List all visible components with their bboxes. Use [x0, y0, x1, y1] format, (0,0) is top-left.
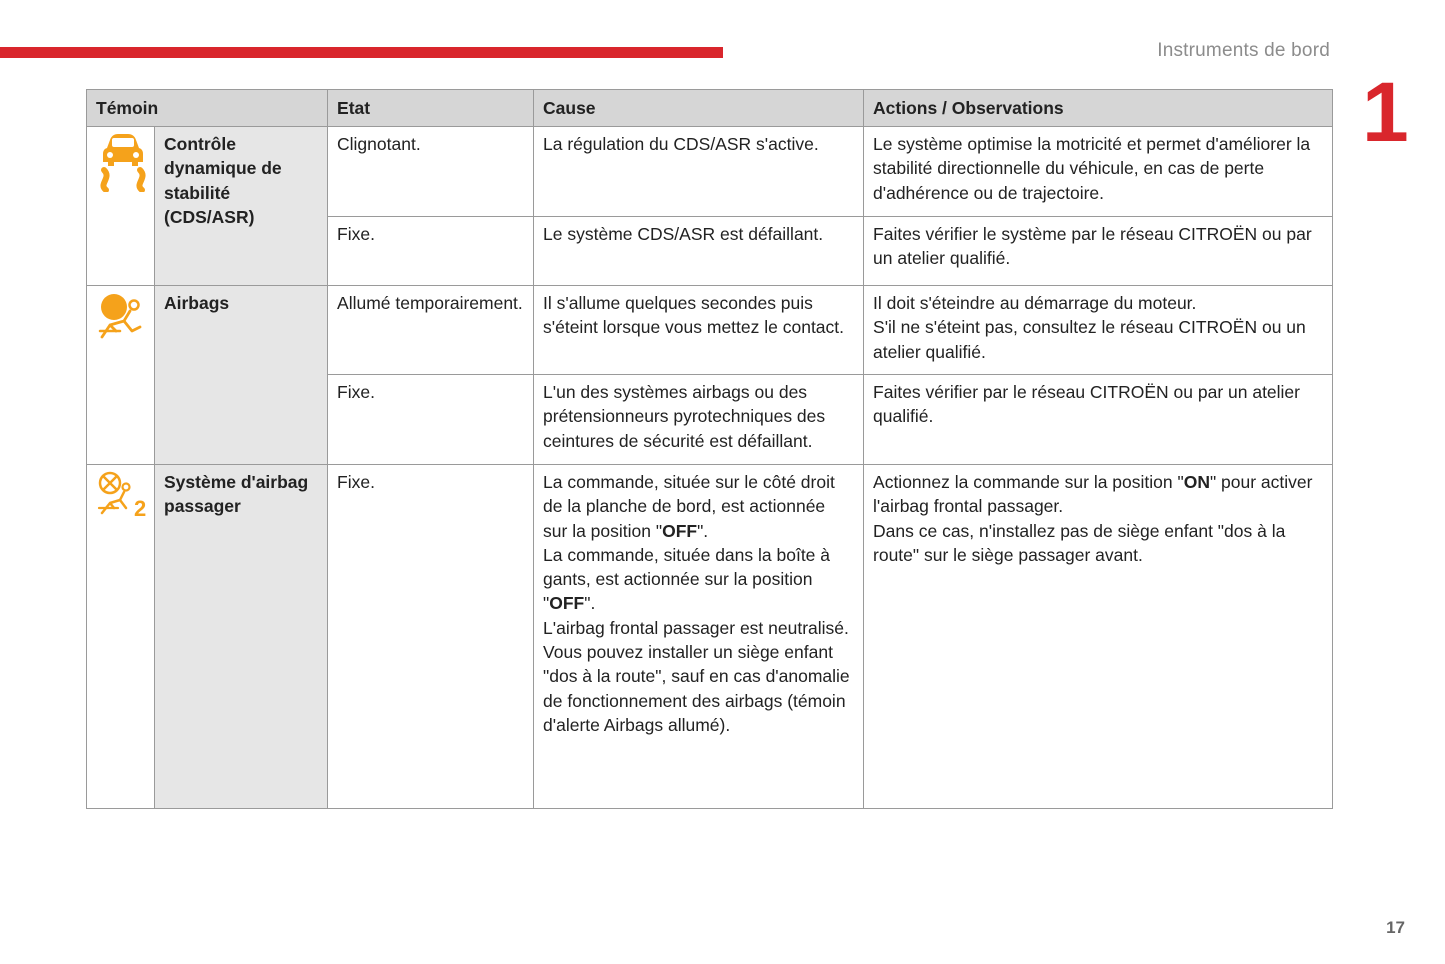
skidding-car-icon — [96, 132, 150, 192]
keyword-on: ON — [1183, 472, 1210, 492]
cause-cell: Il s'allume quelques secondes puis s'éteint lorsque vous mettez le contact. — [534, 286, 864, 375]
keyword-off: OFF — [662, 520, 698, 541]
table-header-row — [87, 90, 1333, 127]
cause-cell: La régulation du CDS/ASR s'active. — [534, 127, 864, 217]
warning-name-airbags: Airbags — [155, 286, 328, 465]
section-title: Instruments de bord — [1157, 40, 1330, 61]
cause-paragraph: Vous pouvez installer un siège enfant "dos à la route", sauf en cas d'anomalie de fonctionnement des airbags (témoin d'alerte Airbags allumé). — [543, 642, 850, 735]
column-header-actions: Actions / Observations — [864, 90, 1333, 127]
passenger-airbag-off-icon — [96, 470, 150, 518]
etat-cell: Fixe. — [328, 465, 534, 809]
actions-cell — [864, 286, 1333, 375]
warning-name-passenger-airbag: Système d'airbag passager — [155, 465, 328, 809]
cause-cell: Le système CDS/ASR est défaillant. — [534, 217, 864, 286]
warning-lights-table — [86, 89, 1333, 809]
header-accent-bar — [0, 47, 723, 58]
etat-cell: Fixe. — [328, 375, 534, 465]
etat-cell: Allumé temporairement. — [328, 286, 534, 375]
svg-text:2: 2 — [134, 496, 147, 518]
actions-paragraph: Dans ce cas, n'installez pas de siège enfant "dos à la route" sur le siège passager avant. — [873, 520, 1286, 565]
table-row — [87, 127, 1333, 217]
actions-cell: Faites vérifier par le réseau CITROËN ou par un atelier qualifié. — [864, 375, 1333, 465]
cause-cell: L'un des systèmes airbags ou des prétensionneurs pyrotechniques des ceintures de sécurité est défaillant. — [534, 375, 864, 465]
airbag-icon — [96, 291, 146, 339]
cause-paragraph: La commande, située sur le côté droit de la planche de bord, est actionnée sur la position "OFF". — [543, 472, 835, 541]
icon-cell — [87, 127, 155, 286]
table-row — [87, 286, 1333, 375]
actions-paragraph: Actionnez la commande sur la position "ON" pour activer l'airbag frontal passager. — [873, 472, 1313, 517]
actions-cell: Le système optimise la motricité et permet d'améliorer la stabilité directionnelle du véhicule, en cas de perte d'adhérence ou de trajectoire. — [864, 127, 1333, 217]
icon-cell — [87, 286, 155, 465]
icon-cell — [87, 465, 155, 809]
column-header-temoin: Témoin — [87, 90, 328, 127]
etat-cell: Clignotant. — [328, 127, 534, 217]
column-header-etat: Etat — [328, 90, 534, 127]
actions-cell: Faites vérifier le système par le réseau CITROËN ou par un atelier qualifié. — [864, 217, 1333, 286]
column-header-cause: Cause — [534, 90, 864, 127]
actions-line: Il doit s'éteindre au démarrage du moteur. — [873, 293, 1197, 313]
actions-cell — [864, 465, 1333, 809]
keyword-off: OFF — [549, 593, 585, 614]
etat-cell: Fixe. — [328, 217, 534, 286]
cause-paragraph: L'airbag frontal passager est neutralisé. — [543, 617, 849, 638]
table-row — [87, 465, 1333, 809]
cause-paragraph: La commande, située dans la boîte à gants, est actionnée sur la position "OFF". — [543, 544, 831, 614]
warning-name-cds-asr: Contrôle dynamique de stabilité (CDS/ASR) — [155, 127, 328, 286]
page-number: 17 — [1386, 918, 1405, 937]
chapter-number: 1 — [1362, 65, 1409, 159]
actions-line: S'il ne s'éteint pas, consultez le réseau CITROËN ou un atelier qualifié. — [873, 317, 1306, 362]
cause-cell — [534, 465, 864, 809]
